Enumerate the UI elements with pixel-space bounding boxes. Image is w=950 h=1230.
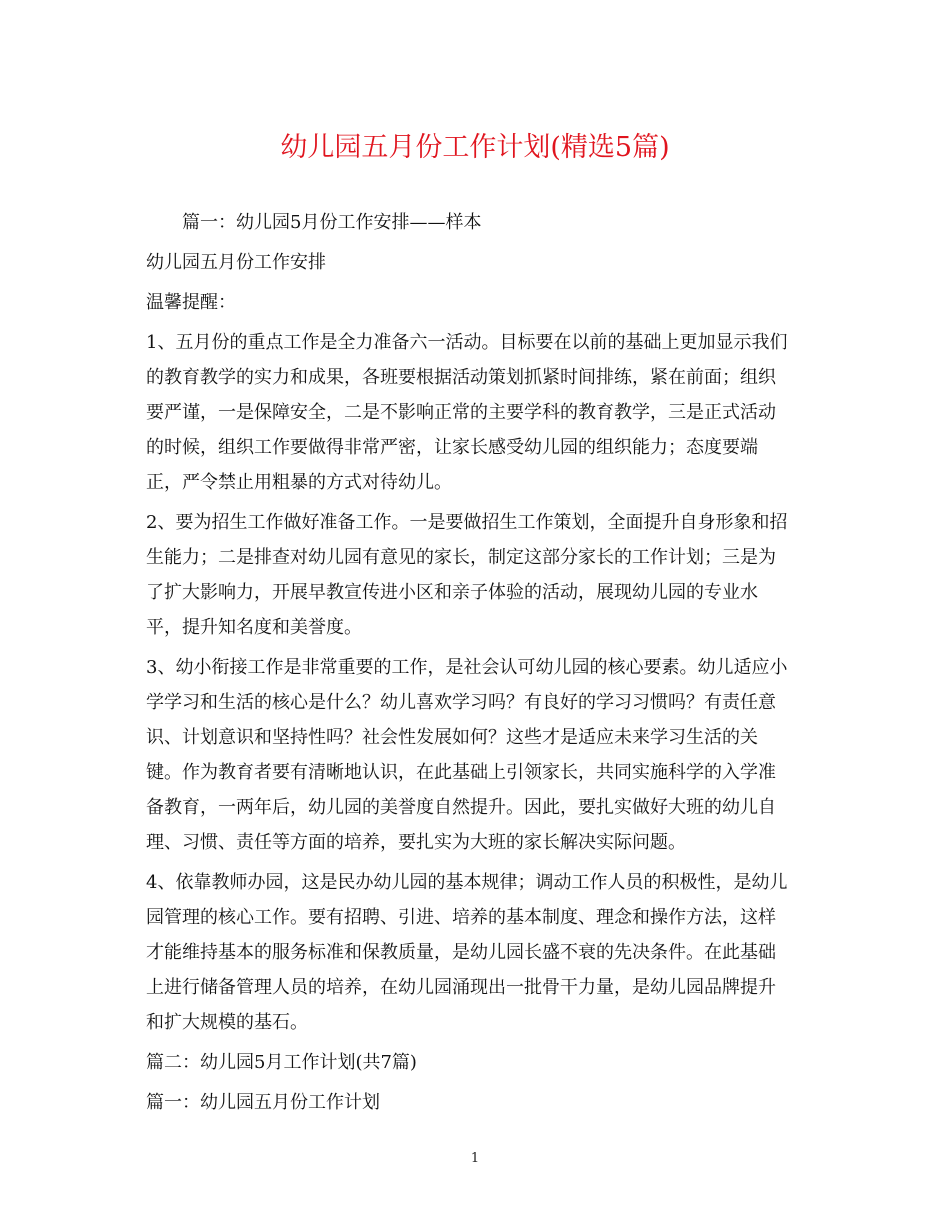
reminder-label: 温馨提醒：: [146, 292, 236, 313]
paragraph-1-line: 1、五月份的重点工作是全力准备六一活动。目标要在以前的基础上更加显示我们: [146, 332, 788, 353]
section-heading-3: 篇一：幼儿园五月份工作计划: [146, 1092, 380, 1113]
document-title: 幼儿园五月份工作计划(精选5篇): [280, 132, 670, 163]
paragraph-2-line: 生能力；二是排查对幼儿园有意见的家长，制定这部分家长的工作计划；三是为: [146, 547, 776, 568]
paragraph-4-line: 和扩大规模的基石。: [146, 1012, 308, 1033]
section-heading-2: 篇二：幼儿园5月工作计划(共7篇): [146, 1052, 417, 1073]
document-body: [146, 205, 810, 1120]
paragraph-2-line: 平，提升知名度和美誉度。: [146, 617, 362, 638]
paragraph-2-line: 2、要为招生工作做好准备工作。一是要做招生工作策划，全面提升自身形象和招: [146, 512, 788, 533]
paragraph-3-line: 键。作为教育者要有清晰地认识，在此基础上引领家长，共同实施科学的入学准: [146, 762, 776, 783]
paragraph-1-line: 的时候，组织工作要做得非常严密，让家长感受幼儿园的组织能力；态度要端: [146, 437, 758, 458]
paragraph-4-line: 上进行储备管理人员的培养，在幼儿园涌现出一批骨干力量，是幼儿园品牌提升: [146, 977, 776, 998]
subtitle-line: 幼儿园五月份工作安排: [146, 252, 326, 273]
paragraph-2-line: 了扩大影响力，开展早教宣传进小区和亲子体验的活动，展现幼儿园的专业水: [146, 582, 758, 603]
paragraph-3-line: 备教育，一两年后，幼儿园的美誉度自然提升。因此，要扎实做好大班的幼儿自: [146, 797, 776, 818]
paragraph-1-line: 要严谨，一是保障安全，二是不影响正常的主要学科的教育教学，三是正式活动: [146, 402, 776, 423]
paragraph-3-line: 3、幼小衔接工作是非常重要的工作，是社会认可幼儿园的核心要素。幼儿适应小: [146, 657, 788, 678]
paragraph-3-line: 识、计划意识和坚持性吗？社会性发展如何？这些才是适应未来学习生活的关: [146, 727, 758, 748]
paragraph-1-line: 的教育教学的实力和成果，各班要根据活动策划抓紧时间排练，紧在前面；组织: [146, 367, 776, 388]
paragraph-4-line: 4、依靠教师办园，这是民办幼儿园的基本规律；调动工作人员的积极性，是幼儿: [146, 872, 788, 893]
paragraph-4-line: 才能维持基本的服务标准和保教质量，是幼儿园长盛不衰的先决条件。在此基础: [146, 942, 776, 963]
paragraph-3-line: 学学习和生活的核心是什么？幼儿喜欢学习吗？有良好的学习习惯吗？有责任意: [146, 692, 776, 713]
paragraph-1-line: 正，严令禁止用粗暴的方式对待幼儿。: [146, 472, 452, 493]
paragraph-4-line: 园管理的核心工作。要有招聘、引进、培养的基本制度、理念和操作方法，这样: [146, 907, 776, 928]
paragraph-3-line: 理、习惯、责任等方面的培养，要扎实为大班的家长解决实际问题。: [146, 832, 686, 853]
page-number: 1: [470, 1151, 480, 1166]
section-heading-1: 篇一：幼儿园5月份工作安排——样本: [182, 212, 482, 233]
